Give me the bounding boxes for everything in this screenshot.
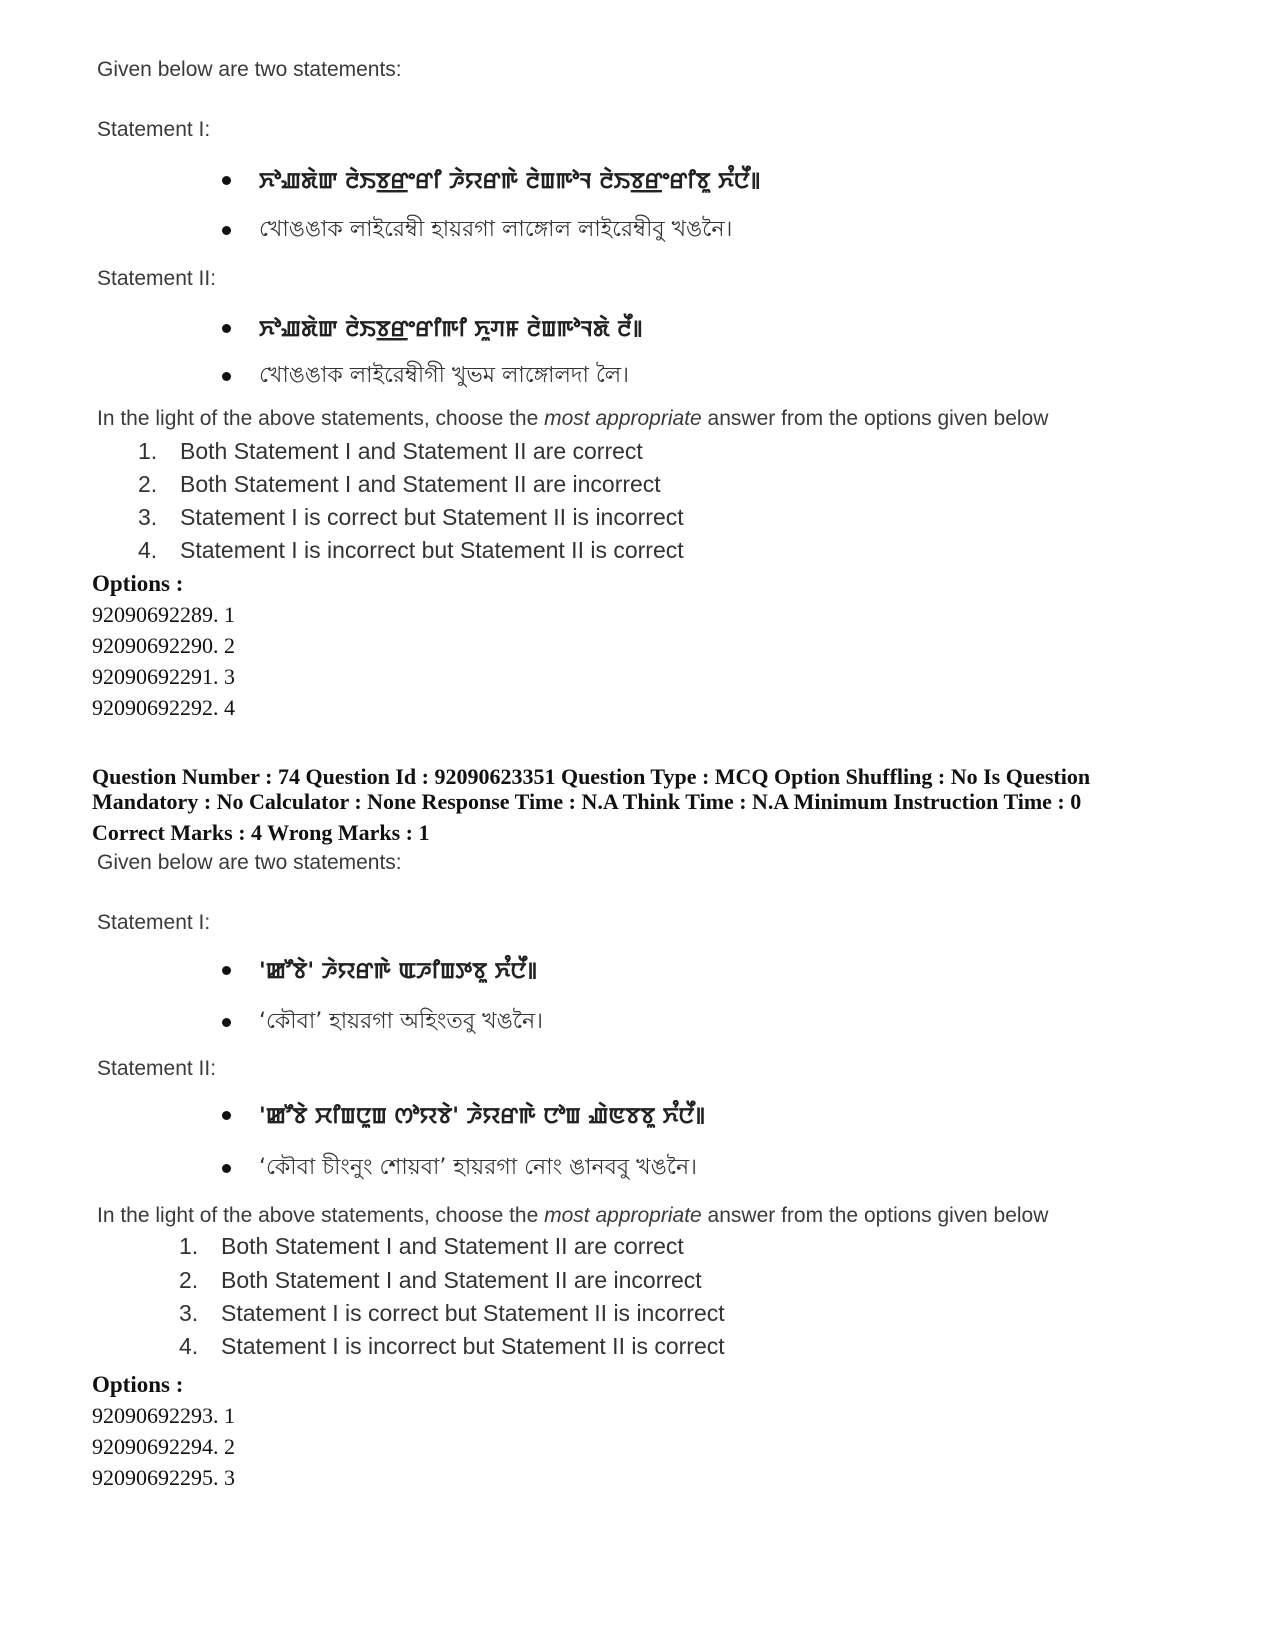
q73-answer-3: 3. Statement I is correct but Statement II is incorrect <box>138 504 684 530</box>
instruction-text: answer from the options given below <box>701 1204 1049 1227</box>
q74-statement2-bengali-item <box>222 1150 697 1187</box>
q73-instruction <box>97 407 1048 431</box>
q74-marks: Correct Marks : 4 Wrong Marks : 1 <box>92 820 430 845</box>
q73-statement1-script-item <box>222 165 761 196</box>
instruction-text: In the light of the above statements, choose the <box>97 407 545 430</box>
bullet-icon <box>222 176 231 185</box>
bullet-icon <box>222 226 231 235</box>
q74-statement1-label: Statement I: <box>97 911 211 934</box>
q74-answer-1: 1. Both Statement I and Statement II are correct <box>179 1233 684 1259</box>
instruction-emphasis: most appropriate <box>544 407 702 430</box>
q73-statement1-script: ꯈꯣꯉꯗꯥꯛ ꯂꯥꯏꯕ꯭ꯔꯦꯔꯤ ꯍꯥꯌꯔꯒꯥ ꯂꯥꯡꯒꯣꯜ ꯂꯥꯏꯕ꯭ꯔꯦꯔꯤꯕꯨ ꯈꯪꯅꯩ꯫ <box>259 169 761 194</box>
q73-answer-1: 1. Both Statement I and Statement II are correct <box>138 438 643 464</box>
q74-statement2-script: 'ꯀꯧꯕꯥ ꯆꯤꯡꯅꯨꯡ ꯁꯣꯌꯕꯥ' ꯍꯥꯌꯔꯒꯥ ꯅꯣꯡ ꯉꯥꯟꯕꯕꯨ ꯈꯪꯅꯩ꯫ <box>259 1104 706 1129</box>
q73-statement2-label: Statement II: <box>97 267 217 290</box>
q74-meta-line-1: Question Number : 74 Question Id : 92090623351 Question Type : MCQ Option Shuffling : No Is Question <box>92 764 1091 789</box>
q73-answer-4: 4. Statement I is incorrect but Statement II is correct <box>138 537 684 563</box>
q74-statement2-bengali: ‘কৌবা চীংনুং শোয়বা’ হায়রগা নোং ঙানববু খঙনৈ। <box>259 1155 697 1180</box>
q74-statement1-script: 'ꯀꯧꯕꯥ' ꯍꯥꯌꯔꯒꯥ ꯑꯍꯤꯡꯇꯕꯨ ꯈꯪꯅꯩ꯫ <box>259 959 538 984</box>
q74-answer-3: 3. Statement I is correct but Statement II is incorrect <box>179 1300 725 1326</box>
q74-statement1-bengali-item <box>222 1004 543 1041</box>
bullet-icon <box>222 1111 231 1120</box>
q74-options-label: Options : <box>92 1372 184 1397</box>
q73-statement2-script-item <box>222 313 643 344</box>
q74-statement1-script-item <box>222 955 537 986</box>
q73-options-label: Options : <box>92 571 184 596</box>
q73-statement1-bengali: খোঙঙাক লাইরেম্বী হায়রগা লাঙ্গোল লাইরেম্বীবু খঙনৈ। <box>259 217 733 242</box>
q73-statement2-script: ꯈꯣꯉꯗꯥꯛ ꯂꯥꯏꯕ꯭ꯔꯦꯔꯤꯒꯤ ꯈꯨꯚꯝ ꯂꯥꯡꯒꯣꯜꯗꯥ ꯂꯩ꯫ <box>259 317 643 342</box>
q73-statement2-bengali-item <box>222 358 629 395</box>
q74-meta-line-2: Mandatory : No Calculator : None Response Time : N.A Think Time : N.A Minimum Instruction Time : 0 <box>92 789 1082 814</box>
bullet-icon <box>222 1018 231 1027</box>
q74-answer-4: 4. Statement I is incorrect but Statement II is correct <box>179 1333 725 1359</box>
q73-answer-2: 2. Both Statement I and Statement II are incorrect <box>138 471 661 497</box>
q73-option-2: 92090692290. 2 <box>92 633 235 658</box>
q73-intro: Given below are two statements: <box>97 58 402 81</box>
q74-option-3: 92090692295. 3 <box>92 1465 235 1490</box>
q74-option-1: 92090692293. 1 <box>92 1403 235 1428</box>
q73-statement1-label: Statement I: <box>97 118 211 141</box>
instruction-text: answer from the options given below <box>701 407 1049 430</box>
instruction-text: In the light of the above statements, choose the <box>97 1204 545 1227</box>
q73-statement2-bengali: খোঙঙাক লাইরেম্বীগী খুভম লাঙ্গোলদা লৈ। <box>259 363 630 388</box>
q74-statement1-bengali: ‘কৌবা’ হায়রগা অহিংতবু খঙনৈ। <box>259 1009 543 1034</box>
bullet-icon <box>222 372 231 381</box>
q74-statement2-script-item <box>222 1100 705 1131</box>
q74-answer-2: 2. Both Statement I and Statement II are incorrect <box>179 1267 702 1293</box>
instruction-emphasis: most appropriate <box>544 1204 702 1227</box>
bullet-icon <box>222 966 231 975</box>
q73-option-3: 92090692291. 3 <box>92 664 235 689</box>
q74-statement2-label: Statement II: <box>97 1057 217 1080</box>
bullet-icon <box>222 1164 231 1173</box>
q73-option-4: 92090692292. 4 <box>92 695 235 720</box>
q73-statement1-bengali-item <box>222 212 732 249</box>
q74-instruction <box>97 1204 1048 1228</box>
bullet-icon <box>222 324 231 333</box>
q74-intro: Given below are two statements: <box>97 851 402 874</box>
q74-option-2: 92090692294. 2 <box>92 1434 235 1459</box>
q73-option-1: 92090692289. 1 <box>92 602 235 627</box>
